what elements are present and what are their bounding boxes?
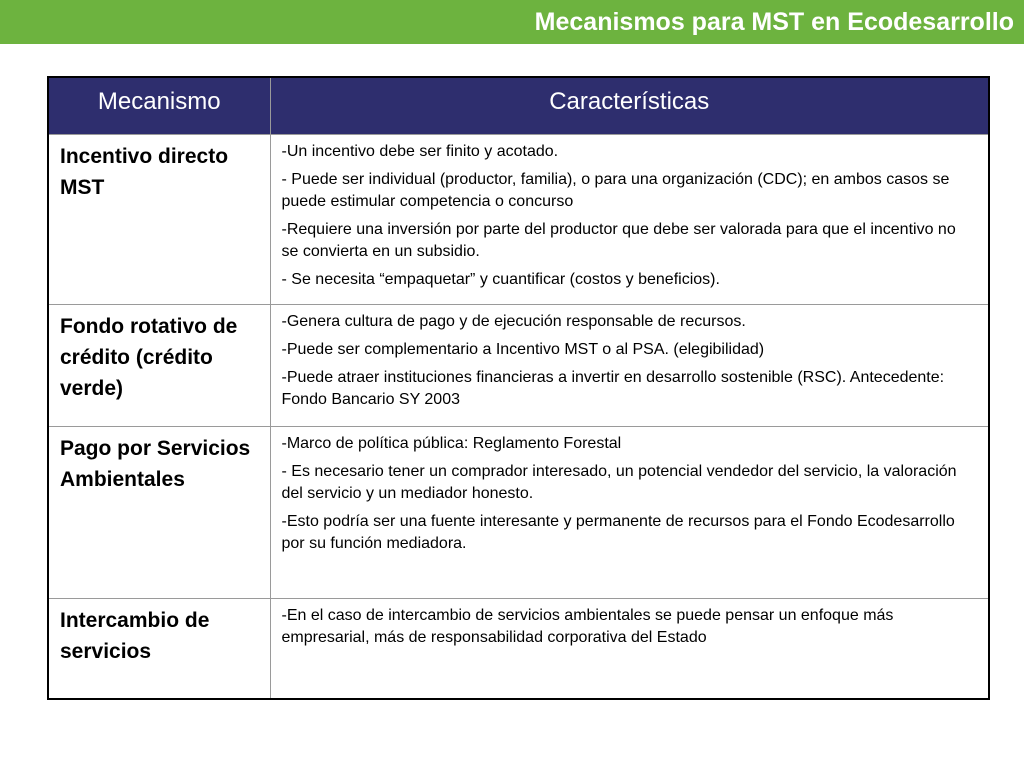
mechanism-characteristics [270,427,988,599]
mechanisms-table [49,78,988,698]
characteristic-item: -En el caso de intercambio de servicios ambientales se puede pensar un enfoque más empresarial, más de responsabilidad corporativa del Estado [281,606,894,646]
characteristic-item: - Puede ser individual (productor, familia), o para una organización (CDC); en ambos casos se puede estimular competencia o concurso [281,170,950,210]
mechanism-characteristics [270,598,988,698]
table-row [49,134,988,305]
mechanism-characteristics [270,305,988,427]
column-header-mecanismo: Mecanismo [49,78,270,134]
mechanism-name: Pago por Servicios Ambientales [49,427,270,599]
mechanism-name: Intercambio de servicios [49,598,270,698]
characteristic-item: -Un incentivo debe ser finito y acotado. [281,142,559,160]
characteristic-item: -Requiere una inversión por parte del productor que debe ser valorada para que el incentivo no se convierta en un subsidio. [281,220,956,260]
characteristic-item: -Genera cultura de pago y de ejecución responsable de recursos. [281,313,746,331]
mechanism-name: Fondo rotativo de crédito (crédito verde) [49,305,270,427]
mechanisms-table-frame [47,76,990,700]
characteristic-item: -Puede ser complementario a Incentivo MST o al PSA. (elegibilidad) [281,341,765,359]
characteristic-item: -Esto podría ser una fuente interesante y permanente de recursos para el Fondo Ecodesarrollo por su función mediadora. [281,513,955,553]
table-row [49,305,988,427]
characteristic-item: - Se necesita “empaquetar” y cuantificar (costos y beneficios). [281,270,720,288]
table-row [49,427,988,599]
table-row [49,598,988,698]
table-header-row [49,78,988,134]
column-header-caracteristicas: Características [270,78,988,134]
mechanism-name: Incentivo directo MST [49,134,270,305]
characteristic-item: -Puede atraer instituciones financieras a invertir en desarrollo sostenible (RSC). Antecedente: Fondo Bancario SY 2003 [281,369,945,409]
characteristic-item: - Es necesario tener un comprador interesado, un potencial vendedor del servicio, la valoración del servicio y un mediador honesto. [281,463,957,503]
characteristic-item: -Marco de política pública: Reglamento Forestal [281,435,622,453]
title-bar [0,0,1024,44]
mechanism-characteristics [270,134,988,305]
page-title: Mecanismos para MST en Ecodesarrollo [534,8,1014,36]
